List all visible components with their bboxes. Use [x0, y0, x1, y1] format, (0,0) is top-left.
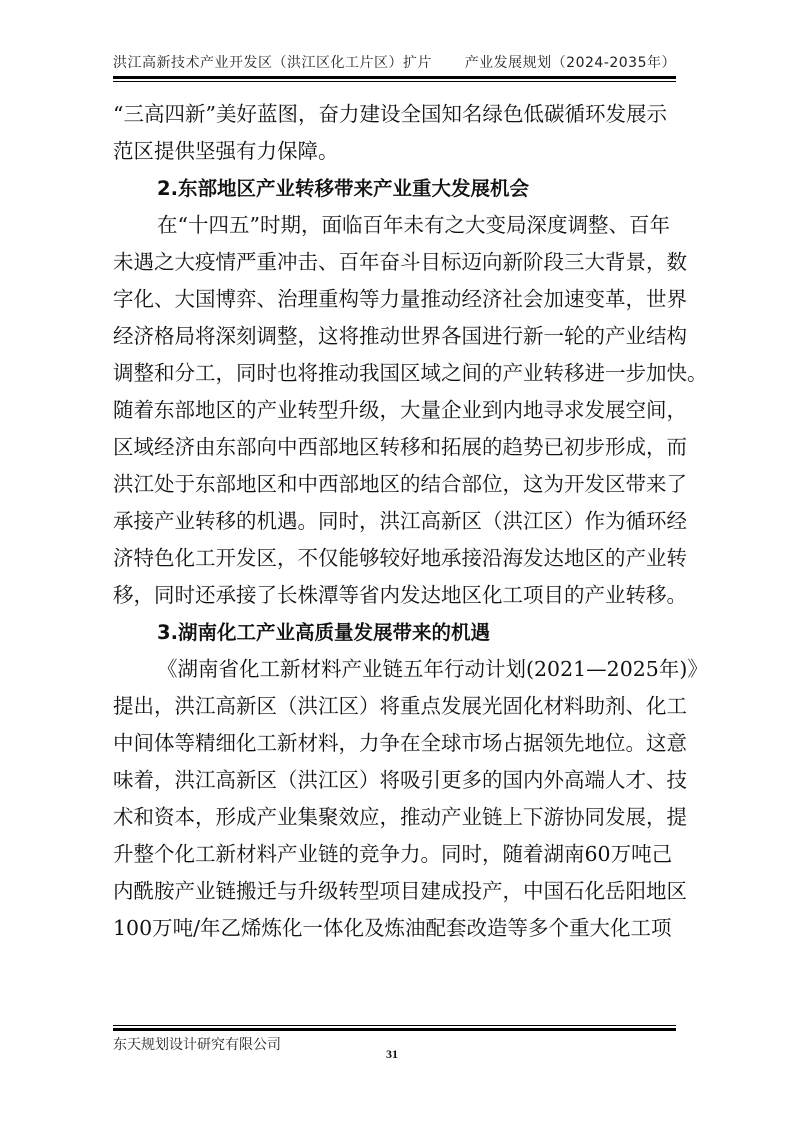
- page-number: 31: [386, 1047, 398, 1061]
- paragraph-line: 济特色化工开发区，不仅能够较好地承接沿海发达地区的产业转: [113, 546, 687, 570]
- header-right-title: 产业发展规划（2024-2035年）: [464, 55, 676, 71]
- footer-rule-thick: [113, 1028, 676, 1031]
- paragraph-line: 在“十四五”时期，面临百年未有之大变局深度调整、百年: [157, 213, 670, 237]
- paragraph-line: 调整和分工，同时也将推动我国区域之间的产业转移进一步加快。: [113, 361, 708, 385]
- paragraph-line: 承接产业转移的机遇。同时，洪江高新区（洪江区）作为循环经: [113, 509, 687, 533]
- section-heading-2: 2.东部地区产业转移带来产业重大发展机会: [157, 177, 529, 200]
- section-heading-3: 3.湖南化工产业高质量发展带来的机遇: [157, 621, 490, 644]
- paragraph-line: 提出，洪江高新区（洪江区）将重点发展光固化材料助剂、化工: [113, 694, 687, 718]
- body-line: “三高四新”美好蓝图，奋力建设全国知名绿色低碳循环发展示: [113, 102, 667, 126]
- document-body: [113, 96, 708, 947]
- paragraph-line: 字化、大国博弈、治理重构等力量推动经济社会加速变革，世界: [113, 287, 687, 311]
- page-header: [113, 52, 676, 72]
- paragraph-line: 术和资本，形成产业集聚效应，推动产业链上下游协同发展，提: [113, 805, 687, 829]
- footer-company-name: 东天规划设计研究有限公司: [113, 1037, 281, 1053]
- header-left-title: 洪江高新技术产业开发区（洪江区化工片区）扩片: [113, 55, 432, 71]
- header-rule-thick: [113, 76, 676, 79]
- body-line: 范区提供坚强有力保障。: [113, 139, 339, 163]
- paragraph-line: 100万吨/年乙烯炼化一体化及炼油配套改造等多个重大化工项: [113, 916, 672, 940]
- header-rule-thin: [113, 81, 676, 82]
- paragraph-line: 《湖南省化工新材料产业链五年行动计划(2021—2025年)》: [157, 657, 708, 681]
- paragraph-line: 经济格局将深刻调整，这将推动世界各国进行新一轮的产业结构: [113, 324, 687, 348]
- paragraph-line: 味着，洪江高新区（洪江区）将吸引更多的国内外高端人才、技: [113, 768, 687, 792]
- paragraph-line: 移，同时还承接了长株潭等省内发达地区化工项目的产业转移。: [113, 583, 687, 607]
- paragraph-line: 未遇之大疫情严重冲击、百年奋斗目标迈向新阶段三大背景，数: [113, 250, 687, 274]
- paragraph-line: 洪江处于东部地区和中西部地区的结合部位，这为开发区带来了: [113, 472, 687, 496]
- footer-rule-thin: [113, 1025, 676, 1026]
- paragraph-line: 区域经济由东部向中西部地区转移和拓展的趋势已初步形成，而: [113, 435, 687, 459]
- paragraph-line: 升整个化工新材料产业链的竞争力。同时，随着湖南60万吨己: [113, 842, 673, 866]
- paragraph-line: 随着东部地区的产业转型升级，大量企业到内地寻求发展空间，: [113, 398, 687, 422]
- paragraph-line: 中间体等精细化工新材料，力争在全球市场占据领先地位。这意: [113, 731, 687, 755]
- paragraph-line: 内酰胺产业链搬迁与升级转型项目建成投产，中国石化岳阳地区: [113, 879, 687, 903]
